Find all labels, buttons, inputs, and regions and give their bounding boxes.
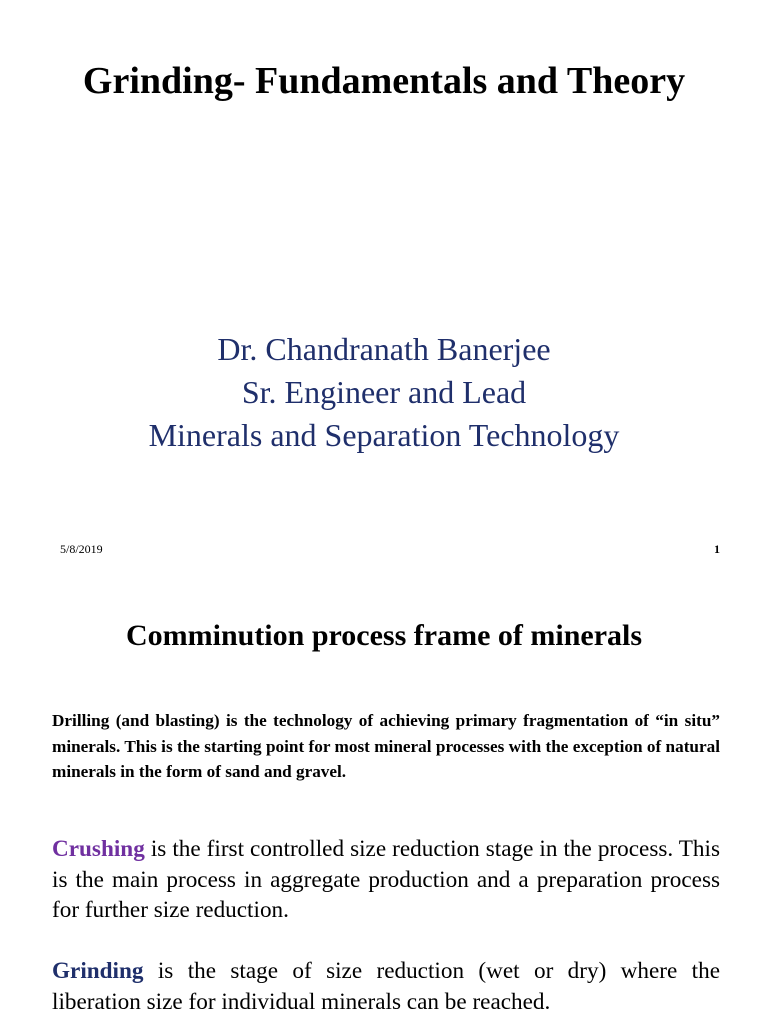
grinding-paragraph [52, 956, 720, 1017]
slide-1-title: Grinding- Fundamentals and Theory [82, 60, 686, 102]
slide-2-title: Comminution process frame of minerals [125, 619, 643, 652]
crushing-description: is the first controlled size reduction stage in the process. This is the main process in aggregate production and a preparation process for further size reduction. [52, 836, 720, 923]
author-position: Sr. Engineer and Lead [241, 374, 527, 410]
author-department: Minerals and Separation Technology [148, 417, 620, 453]
grinding-term: Grinding [52, 958, 144, 984]
author-name: Dr. Chandranath Banerjee [217, 331, 551, 367]
grinding-description: is the stage of size reduction (wet or dry) where the liberation size for individual minerals can be reached. [52, 958, 720, 1015]
drilling-paragraph: Drilling (and blasting) is the technology of achieving primary fragmentation of “in situ” minerals. This is the starting point for most mineral processes with the exception of natural minerals in the form of sand and gravel. [52, 711, 720, 781]
slide-page-number: 1 [714, 542, 720, 556]
slide-2 [0, 580, 768, 1024]
crushing-paragraph [52, 834, 720, 926]
author-block [40, 328, 728, 457]
crushing-term: Crushing [52, 836, 145, 862]
slide-date: 5/8/2019 [60, 542, 103, 556]
